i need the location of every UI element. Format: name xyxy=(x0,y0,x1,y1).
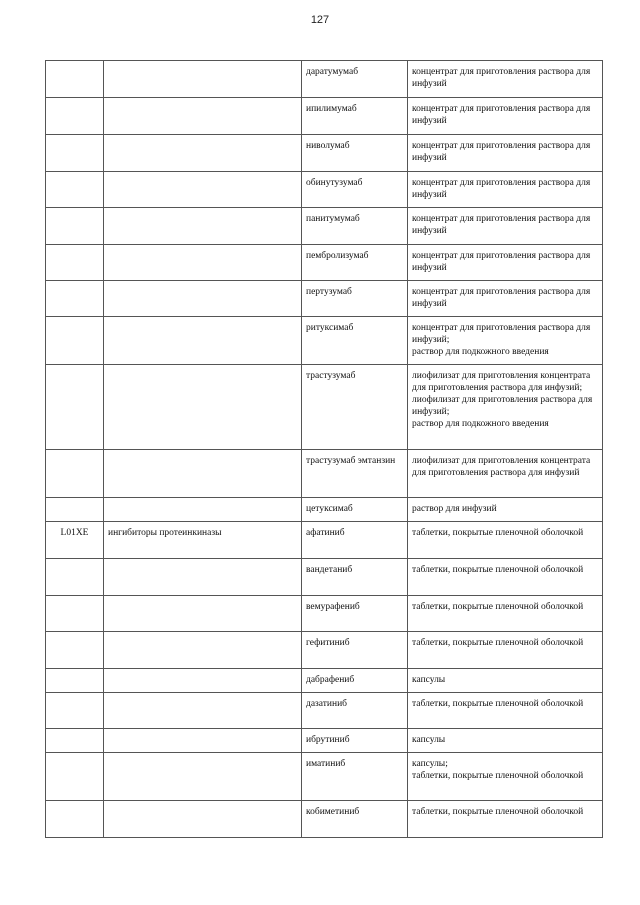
table-row xyxy=(46,596,603,632)
table-row xyxy=(46,98,603,135)
dosage-form-line: раствор для подкожного введения xyxy=(412,419,549,429)
drug-table xyxy=(45,60,603,838)
table-row xyxy=(46,693,603,729)
dosage-form-line: капсулы; xyxy=(412,759,448,769)
drug-name-cell: вандетаниб xyxy=(302,559,408,596)
group-name-cell xyxy=(104,729,302,753)
dosage-form-cell xyxy=(408,135,603,172)
dosage-form-cell xyxy=(408,596,603,632)
dosage-form-line: лиофилизат для приготовления раствора для инфузий; xyxy=(412,395,593,417)
table-row xyxy=(46,135,603,172)
atc-code-cell xyxy=(46,669,104,693)
dosage-form-cell xyxy=(408,172,603,208)
atc-code-cell xyxy=(46,365,104,450)
group-name-cell: ингибиторы протеинкиназы xyxy=(104,522,302,559)
dosage-form-cell xyxy=(408,669,603,693)
group-name-cell xyxy=(104,172,302,208)
table-row xyxy=(46,498,603,522)
group-name-cell xyxy=(104,669,302,693)
drug-name-cell: ритуксимаб xyxy=(302,317,408,365)
dosage-form-line: таблетки, покрытые пленочной оболочкой xyxy=(412,602,584,612)
atc-code-cell xyxy=(46,135,104,172)
atc-code-cell xyxy=(46,450,104,498)
atc-code-cell xyxy=(46,632,104,669)
dosage-form-line: лиофилизат для приготовления концентрата для приготовления раствора для инфузий; xyxy=(412,371,591,393)
dosage-form-cell xyxy=(408,365,603,450)
dosage-form-line: концентрат для приготовления раствора для инфузий xyxy=(412,178,591,200)
group-name-cell xyxy=(104,559,302,596)
table-row xyxy=(46,317,603,365)
atc-code-cell xyxy=(46,245,104,281)
dosage-form-line: концентрат для приготовления раствора для инфузий xyxy=(412,67,591,89)
table-row xyxy=(46,801,603,838)
dosage-form-line: лиофилизат для приготовления концентрата для приготовления раствора для инфузий xyxy=(412,456,591,478)
atc-code-cell xyxy=(46,693,104,729)
dosage-form-cell xyxy=(408,317,603,365)
atc-code-cell xyxy=(46,729,104,753)
drug-name-cell: трастузумаб эмтанзин xyxy=(302,450,408,498)
drug-name-cell: даратумумаб xyxy=(302,61,408,98)
drug-name-cell: цетуксимаб xyxy=(302,498,408,522)
dosage-form-cell xyxy=(408,208,603,245)
drug-name-cell: вемурафениб xyxy=(302,596,408,632)
drug-name-cell: трастузумаб xyxy=(302,365,408,450)
group-name-cell xyxy=(104,753,302,801)
dosage-form-line: концентрат для приготовления раствора для инфузий xyxy=(412,214,591,236)
table-row xyxy=(46,365,603,450)
dosage-form-line: таблетки, покрытые пленочной оболочкой xyxy=(412,528,584,538)
table-row xyxy=(46,61,603,98)
group-name-cell xyxy=(104,632,302,669)
drug-name-cell: гефитиниб xyxy=(302,632,408,669)
drug-name-cell: кобиметиниб xyxy=(302,801,408,838)
dosage-form-cell xyxy=(408,498,603,522)
dosage-form-line: капсулы xyxy=(412,675,446,685)
drug-name-cell: афатиниб xyxy=(302,522,408,559)
atc-code-cell xyxy=(46,498,104,522)
page-number: 127 xyxy=(310,14,330,26)
group-name-cell xyxy=(104,208,302,245)
table-row xyxy=(46,559,603,596)
group-name-cell xyxy=(104,98,302,135)
dosage-form-line: таблетки, покрытые пленочной оболочкой xyxy=(412,699,584,709)
group-name-cell xyxy=(104,498,302,522)
drug-name-cell: дазатиниб xyxy=(302,693,408,729)
atc-code-cell xyxy=(46,753,104,801)
group-name-cell xyxy=(104,801,302,838)
group-name-cell xyxy=(104,61,302,98)
drug-name-cell: пертузумаб xyxy=(302,281,408,317)
dosage-form-line: раствор для подкожного введения xyxy=(412,347,549,357)
dosage-form-cell xyxy=(408,801,603,838)
table-row xyxy=(46,172,603,208)
drug-name-cell: панитумумаб xyxy=(302,208,408,245)
dosage-form-line: таблетки, покрытые пленочной оболочкой xyxy=(412,638,584,648)
dosage-form-cell xyxy=(408,245,603,281)
dosage-form-cell xyxy=(408,559,603,596)
atc-code-cell xyxy=(46,596,104,632)
dosage-form-line: концентрат для приготовления раствора для инфузий xyxy=(412,141,591,163)
dosage-form-line: концентрат для приготовления раствора для инфузий xyxy=(412,287,591,309)
drug-name-cell: иматиниб xyxy=(302,753,408,801)
group-name-cell xyxy=(104,245,302,281)
dosage-form-line: раствор для инфузий xyxy=(412,504,497,514)
atc-code-cell xyxy=(46,172,104,208)
drug-name-cell: ниволумаб xyxy=(302,135,408,172)
table-row xyxy=(46,245,603,281)
table-row xyxy=(46,632,603,669)
group-name-cell xyxy=(104,281,302,317)
atc-code-cell xyxy=(46,559,104,596)
table-body xyxy=(46,61,603,838)
dosage-form-line: концентрат для приготовления раствора для инфузий xyxy=(412,104,591,126)
dosage-form-line: концентрат для приготовления раствора для инфузий; xyxy=(412,323,591,345)
atc-code-cell xyxy=(46,317,104,365)
drug-name-cell: ибрутиниб xyxy=(302,729,408,753)
dosage-form-cell xyxy=(408,61,603,98)
group-name-cell xyxy=(104,317,302,365)
atc-code-cell xyxy=(46,61,104,98)
dosage-form-cell xyxy=(408,632,603,669)
group-name-cell xyxy=(104,365,302,450)
table-row xyxy=(46,669,603,693)
dosage-form-cell xyxy=(408,753,603,801)
table-row xyxy=(46,522,603,559)
dosage-form-line: таблетки, покрытые пленочной оболочкой xyxy=(412,771,584,781)
atc-code-cell xyxy=(46,801,104,838)
group-name-cell xyxy=(104,596,302,632)
drug-name-cell: ипилимумаб xyxy=(302,98,408,135)
drug-name-cell: пембролизумаб xyxy=(302,245,408,281)
table-row xyxy=(46,753,603,801)
atc-code-cell xyxy=(46,281,104,317)
dosage-form-cell xyxy=(408,729,603,753)
table-row xyxy=(46,281,603,317)
dosage-form-line: таблетки, покрытые пленочной оболочкой xyxy=(412,807,584,817)
group-name-cell xyxy=(104,135,302,172)
dosage-form-cell xyxy=(408,693,603,729)
dosage-form-cell xyxy=(408,281,603,317)
group-name-cell xyxy=(104,693,302,729)
atc-code-cell xyxy=(46,98,104,135)
dosage-form-line: концентрат для приготовления раствора для инфузий xyxy=(412,251,591,273)
table-row xyxy=(46,729,603,753)
atc-code-cell xyxy=(46,208,104,245)
dosage-form-line: капсулы xyxy=(412,735,446,745)
group-name-cell xyxy=(104,450,302,498)
table-row xyxy=(46,208,603,245)
drug-name-cell: дабрафениб xyxy=(302,669,408,693)
dosage-form-cell xyxy=(408,450,603,498)
drug-name-cell: обинутузумаб xyxy=(302,172,408,208)
dosage-form-line: таблетки, покрытые пленочной оболочкой xyxy=(412,565,584,575)
dosage-form-cell xyxy=(408,98,603,135)
atc-code-cell: L01XE xyxy=(46,522,104,559)
table-row xyxy=(46,450,603,498)
dosage-form-cell xyxy=(408,522,603,559)
